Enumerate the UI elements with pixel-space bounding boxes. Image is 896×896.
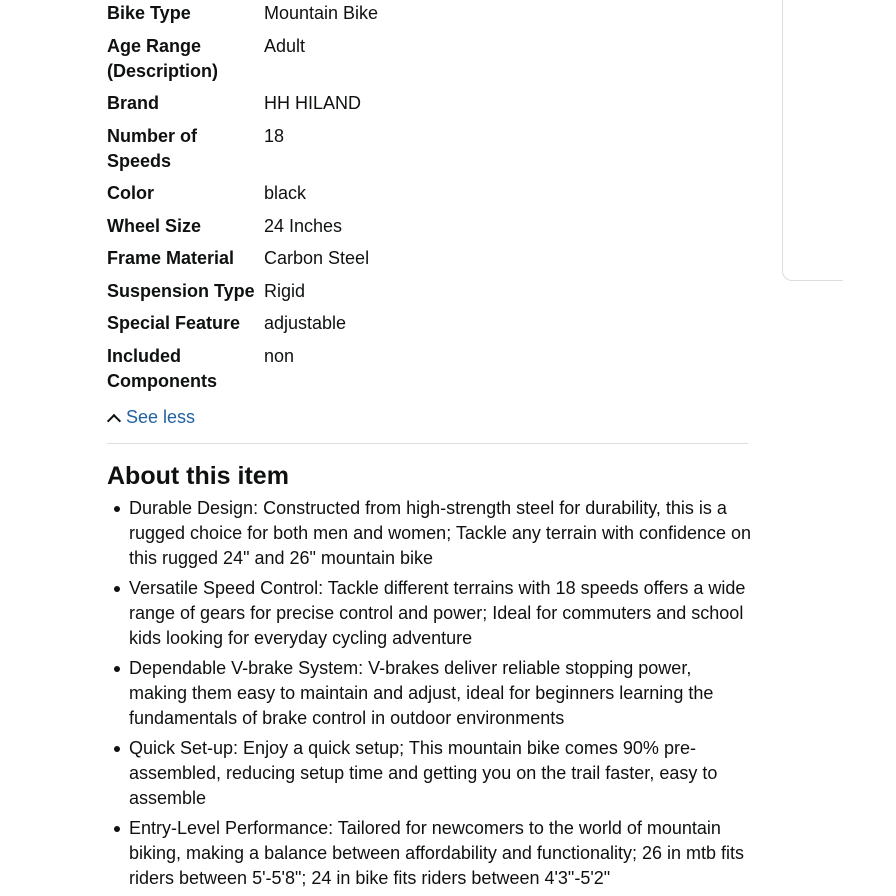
spec-row-age-range bbox=[107, 34, 664, 84]
list-item bbox=[107, 496, 752, 571]
spec-key: Special Feature bbox=[107, 313, 241, 333]
bullet-text: Entry-Level Performance: Tailored for newcomers to the world of mountain biking, making a balance between affordability and functionality; 26 in mtb fits riders between 5'-5'8"; 24 in bike fits riders between 4'3"-5'2" bbox=[129, 818, 745, 888]
section-divider bbox=[107, 443, 748, 444]
bullet-text: Durable Design: Constructed from high-strength steel for durability, this is a rugged choice for both men and women; Tackle any terrain with confidence on this rugged 24" and 26" mountain bike bbox=[129, 498, 752, 568]
bullet-dot bbox=[114, 666, 120, 672]
spec-value: Carbon Steel bbox=[264, 248, 370, 268]
spec-key: Included Components bbox=[107, 345, 217, 391]
spec-key: Number of Speeds bbox=[107, 125, 197, 171]
spec-key: Wheel Size bbox=[107, 215, 202, 236]
bullet-dot bbox=[114, 586, 120, 592]
spec-row-frame-material bbox=[107, 246, 664, 271]
spec-value: 18 bbox=[264, 125, 285, 146]
spec-key: Brand bbox=[107, 93, 160, 113]
spec-key: Color bbox=[107, 183, 154, 203]
bullet-text: Quick Set-up: Enjoy a quick setup; This mountain bike comes 90% pre-assembled, reducing setup time and getting you on the trail faster, easy to assemble bbox=[129, 738, 718, 808]
list-item bbox=[107, 656, 752, 731]
product-spec-table bbox=[107, 1, 747, 394]
spec-value: Mountain Bike bbox=[264, 3, 379, 23]
bullet-text: Versatile Speed Control: Tackle different terrains with 18 speeds offers a wide range of gears for precise control and power; Ideal for commuters and school kids looking for everyday cycling adventure bbox=[129, 578, 746, 648]
spec-row-brand bbox=[107, 91, 664, 116]
spec-key: Bike Type bbox=[107, 3, 191, 23]
spec-value: black bbox=[264, 183, 307, 203]
spec-row-bike-type bbox=[107, 1, 664, 26]
bullet-text: Dependable V-brake System: V-brakes deliver reliable stopping power, making them easy to maintain and adjust, ideal for beginners learning the fundamentals of brake control in outdoor environments bbox=[129, 658, 714, 728]
about-this-item-heading: About this item bbox=[107, 462, 289, 490]
spec-row-color bbox=[107, 181, 664, 206]
spec-row-number-of-speeds bbox=[107, 124, 664, 174]
list-item bbox=[107, 736, 752, 811]
spec-value: Adult bbox=[264, 35, 306, 56]
spec-value: 24 Inches bbox=[264, 215, 343, 236]
bullet-dot bbox=[114, 746, 120, 752]
chevron-up-icon bbox=[107, 413, 121, 427]
spec-row-wheel-size bbox=[107, 214, 664, 239]
see-less-link[interactable] bbox=[105, 405, 195, 430]
spec-row-special-feature bbox=[107, 311, 664, 336]
spec-row-suspension-type bbox=[107, 279, 664, 304]
spec-value: adjustable bbox=[264, 313, 347, 333]
about-bullet-list bbox=[107, 496, 752, 896]
list-item bbox=[107, 816, 752, 891]
buy-box-panel-edge bbox=[782, 0, 843, 281]
list-item bbox=[107, 576, 752, 651]
spec-value: Rigid bbox=[264, 280, 306, 301]
bullet-dot bbox=[114, 506, 120, 512]
spec-value: non bbox=[264, 345, 295, 366]
see-less-label: See less bbox=[126, 407, 196, 427]
bullet-dot bbox=[114, 826, 120, 832]
spec-key: Suspension Type bbox=[107, 280, 255, 301]
spec-table bbox=[107, 1, 664, 394]
spec-value: HH HILAND bbox=[264, 93, 362, 113]
spec-key: Frame Material bbox=[107, 248, 235, 268]
spec-key: Age Range (Description) bbox=[107, 35, 219, 81]
spec-row-included-components bbox=[107, 344, 664, 394]
